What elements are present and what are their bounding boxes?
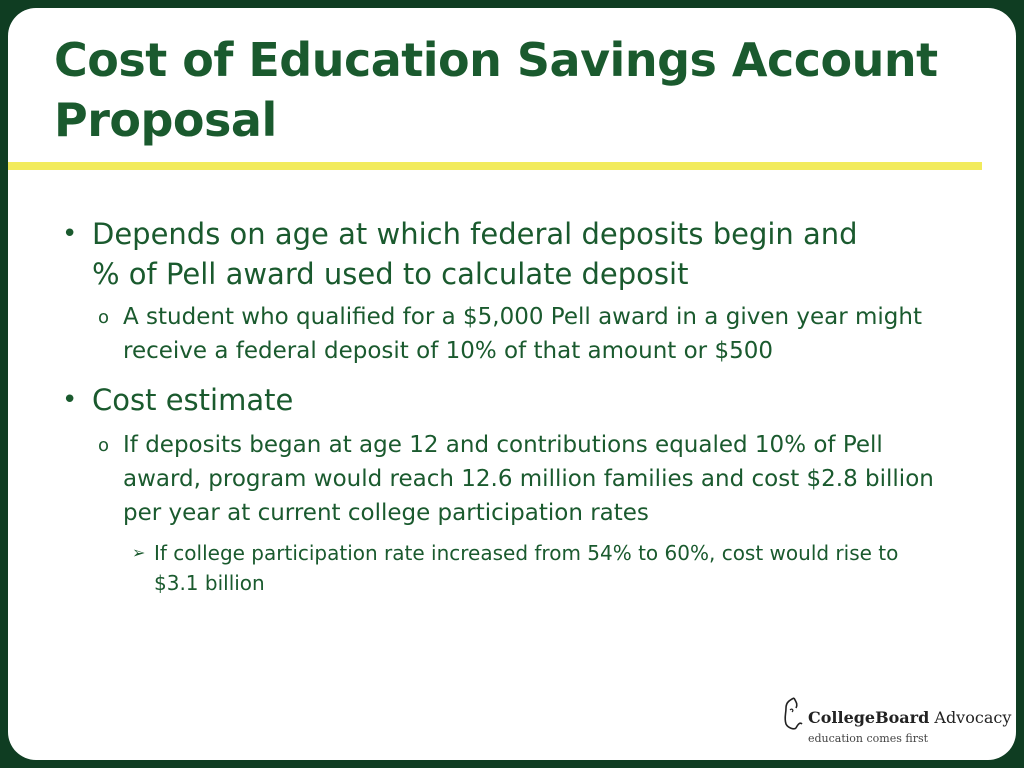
bullet-text: If college participation rate increased from 54% to 60%, cost would rise to $3.1 billion: [154, 541, 899, 595]
logo-brand-name: [808, 708, 1011, 727]
bullet-text: If deposits began at age 12 and contributions equaled 10% of Pell award, program would reach 12.6 million families and cost $2.8 billion per year at current college participation rates: [123, 432, 934, 526]
bullet-dot-icon: •: [62, 385, 78, 415]
bullet-level3: [8, 538, 934, 598]
bullet-text: Cost estimate: [92, 383, 294, 417]
bullet-dot-icon: •: [62, 219, 78, 249]
slide: [8, 8, 1016, 760]
collegeboard-logo: [778, 692, 1016, 752]
title-divider: [8, 162, 982, 170]
bullet-level1: [8, 380, 872, 420]
slide-content: [8, 214, 1016, 598]
bullet-level2: [8, 300, 963, 368]
bullet-circle-icon: o: [98, 435, 110, 456]
acorn-logo-icon: [780, 694, 810, 734]
slide-title: Cost of Education Savings Account Proposal: [54, 33, 938, 147]
bullet-text: A student who qualified for a $5,000 Pell award in a given year might receive a federal deposit of 10% of that amount or $500: [123, 304, 922, 364]
bullet-level1: [8, 214, 872, 294]
logo-brand-regular: Advocacy: [929, 708, 1012, 727]
logo-brand-bold: CollegeBoard: [808, 708, 930, 727]
bullet-level2: [8, 428, 963, 530]
bullet-circle-icon: o: [98, 307, 110, 328]
logo-tagline: education comes first: [808, 732, 929, 745]
bullet-arrow-icon: ➢: [132, 543, 146, 562]
bullet-text: Depends on age at which federal deposits begin and % of Pell award used to calculate deposit: [92, 217, 858, 291]
